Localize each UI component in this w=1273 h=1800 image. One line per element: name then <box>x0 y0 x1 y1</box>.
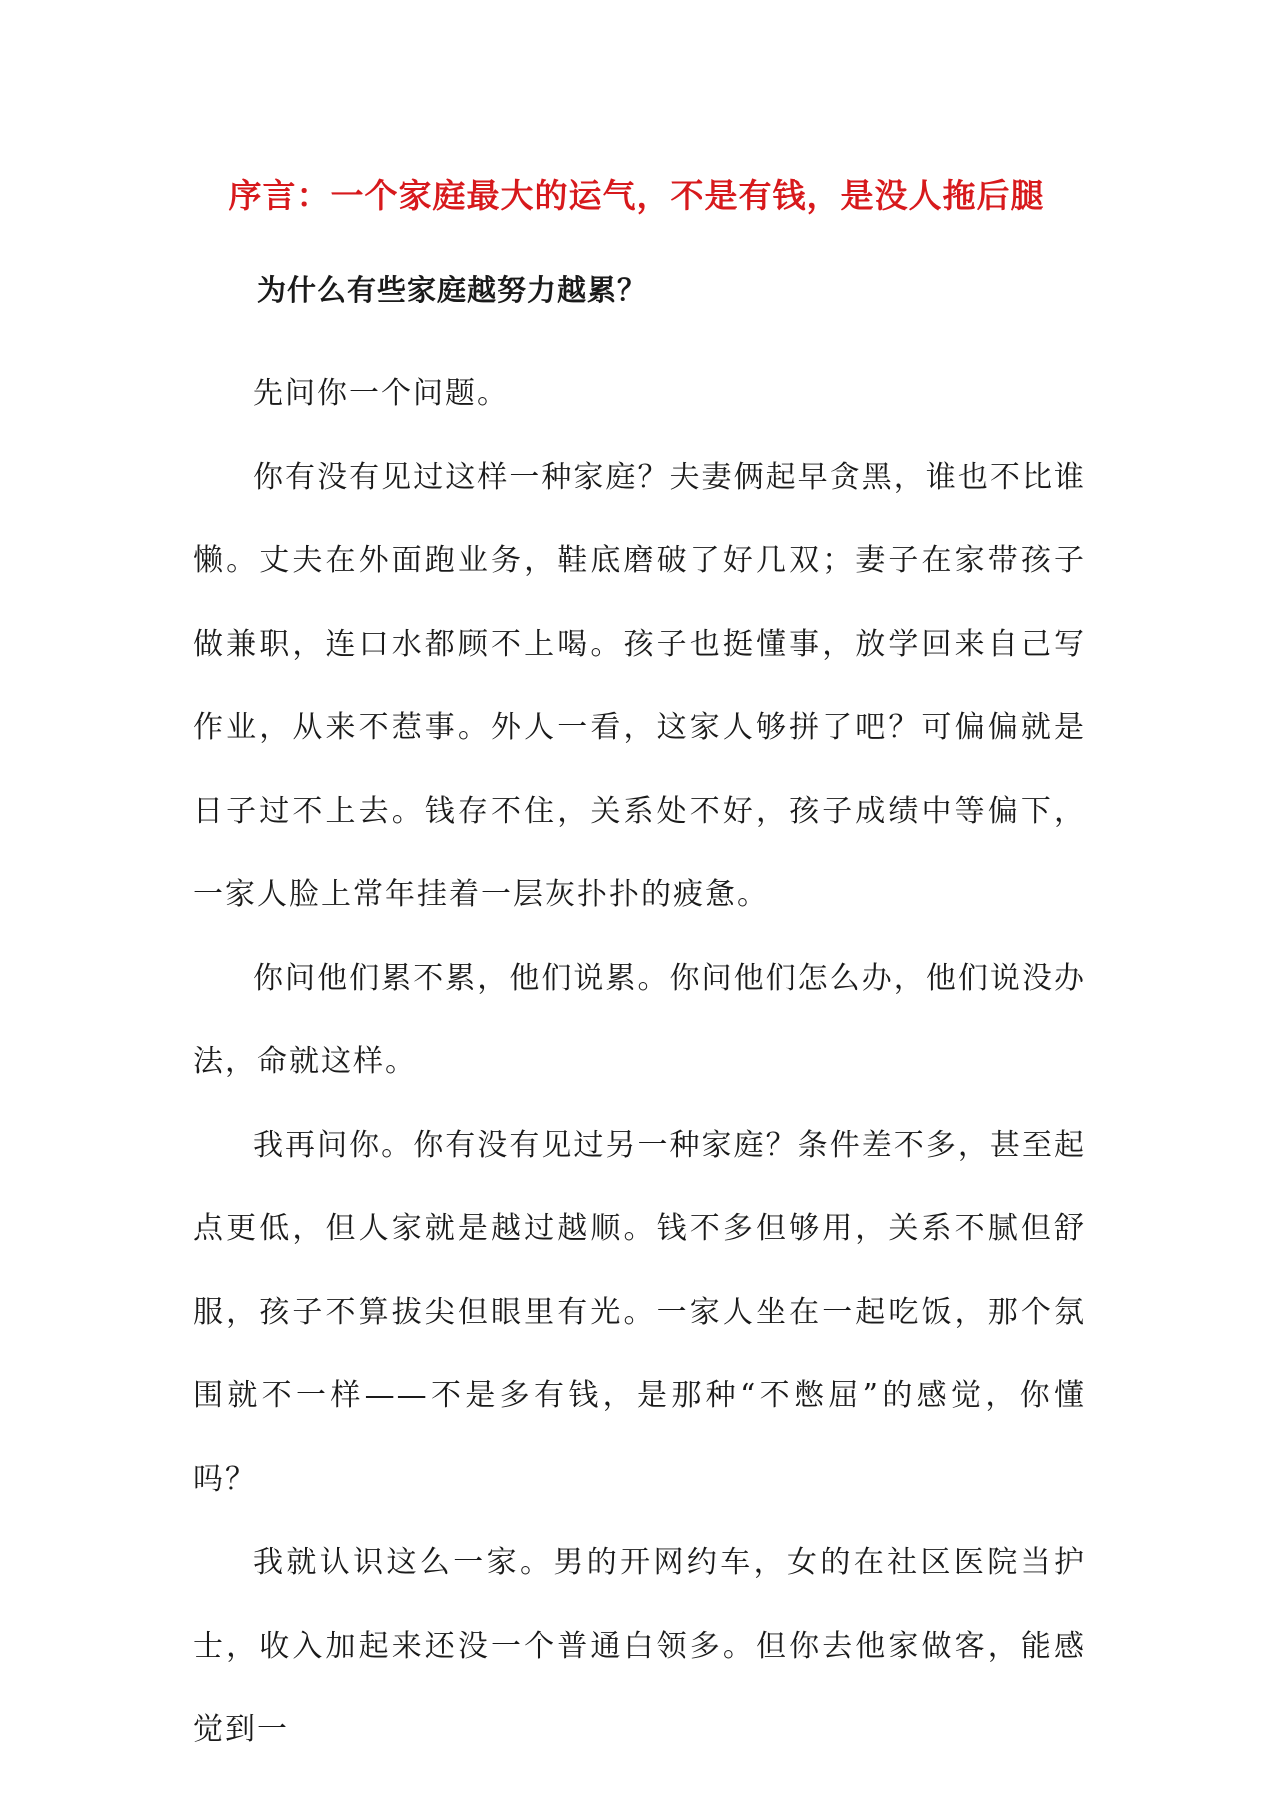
paragraph: 我再问你。你有没有见过另一种家庭？条件差不多，甚至起点更低，但人家就是越过越顺。钱不多但够用，关系不腻但舒服，孩子不算拔尖但眼里有光。一家人坐在一起吃饭，那个氛围就不一样——不是多有钱，是那种“不憋屈”的感觉，你懂吗？ <box>193 1127 1086 1497</box>
paragraph: 你问他们累不累，他们说累。你问他们怎么办，他们说没办法，命就这样。 <box>193 960 1086 1079</box>
paragraph: 先问你一个问题。 <box>253 376 509 411</box>
section-heading: 为什么有些家庭越努力越累？ <box>257 273 648 307</box>
paragraph: 我就认识这么一家。男的开网约车，女的在社区医院当护士，收入加起来还没一个普通白领多。但你去他家做客，能感觉到一 <box>193 1545 1086 1747</box>
body-text <box>193 352 1086 1772</box>
document-title: 序言：一个家庭最大的运气，不是有钱，是没人拖后腿 <box>228 176 1045 215</box>
paragraph: 你有没有见过这样一种家庭？夫妻俩起早贪黑，谁也不比谁懒。丈夫在外面跑业务，鞋底磨破了好几双；妻子在家带孩子做兼职，连口水都顾不上喝。孩子也挺懂事，放学回来自己写作业，从来不惹事。外人一看，这家人够拼了吧？可偏偏就是日子过不上去。钱存不住，关系处不好，孩子成绩中等偏下，一家人脸上常年挂着一层灰扑扑的疲惫。 <box>193 459 1086 912</box>
